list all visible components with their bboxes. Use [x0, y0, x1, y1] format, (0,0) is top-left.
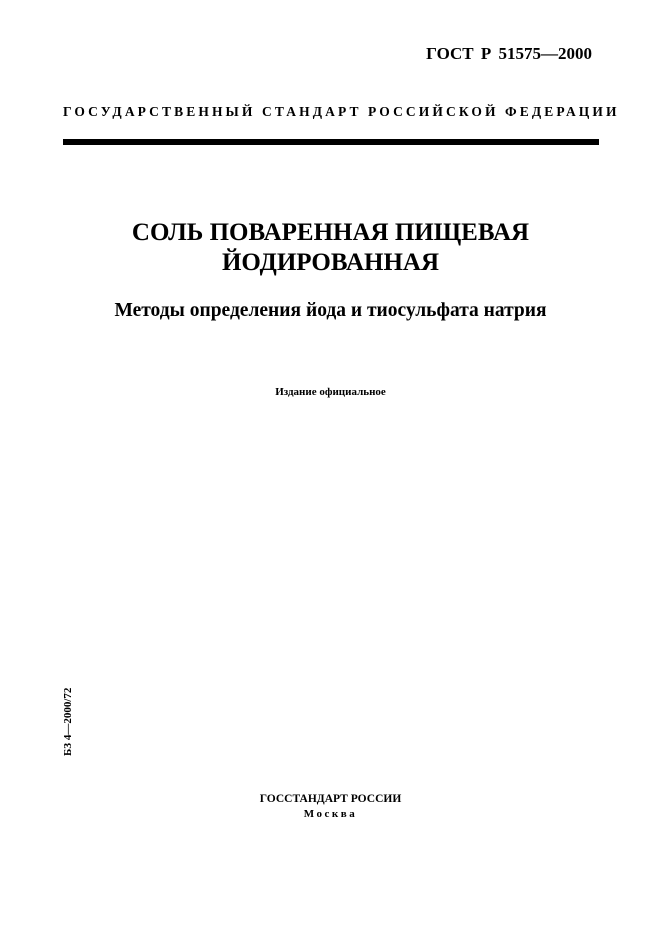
publication-city: Москва	[303, 808, 358, 820]
header-divider	[63, 139, 599, 145]
edition-label: Издание официальное	[275, 386, 386, 398]
document-title	[0, 218, 661, 278]
standard-type-header: ГОСУДАРСТВЕННЫЙ СТАНДАРТ РОССИЙСКОЙ ФЕДЕРАЦИИ	[63, 104, 620, 119]
document-designation: ГОСТ Р 51575—2000	[426, 44, 592, 63]
document-subtitle: Методы определения йода и тиосульфата натрия	[114, 300, 547, 321]
title-line-2: ЙОДИРОВАННАЯ	[221, 249, 440, 276]
title-line-1: СОЛЬ ПОВАРЕННАЯ ПИЩЕВАЯ	[131, 219, 530, 246]
publisher: ГОССТАНДАРТ РОССИИ	[259, 793, 402, 805]
bz-code: БЗ 4—2000/72	[62, 687, 74, 756]
